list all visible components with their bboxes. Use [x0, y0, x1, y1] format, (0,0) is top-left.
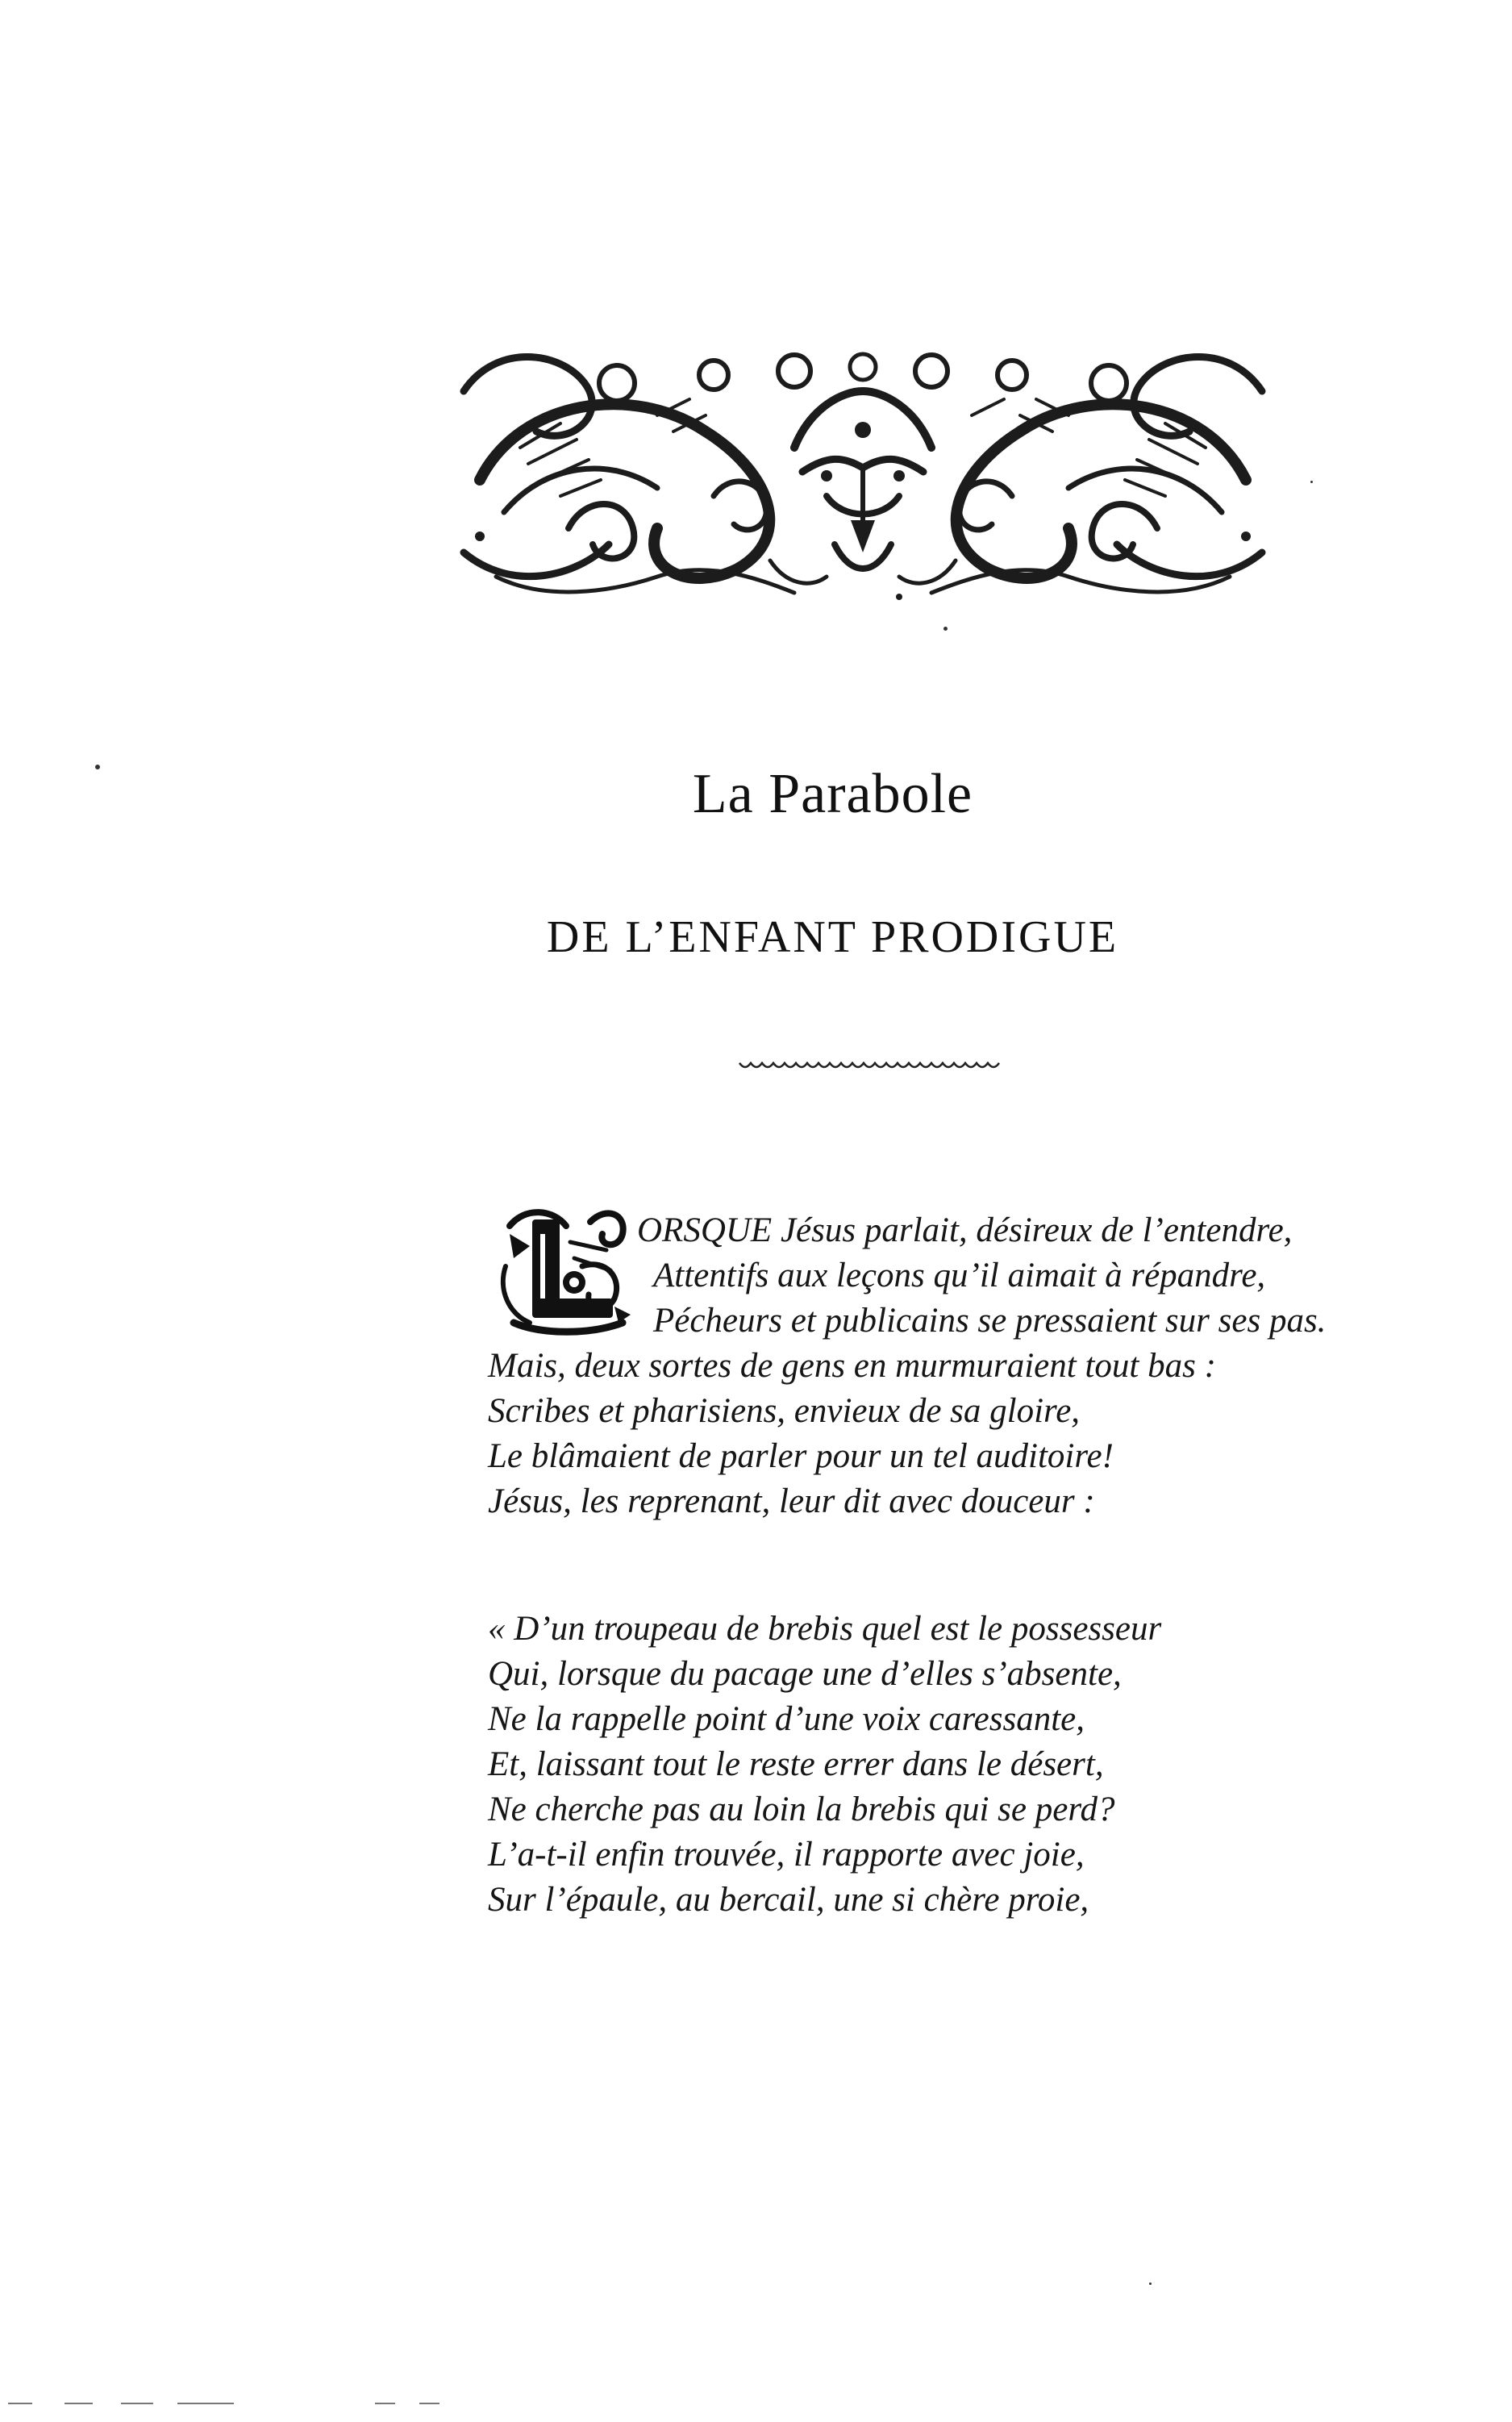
verse-line: Jésus, les reprenant, leur dit avec douceur : [488, 1482, 1095, 1520]
print-speck [95, 765, 100, 769]
verse-line: Pécheurs et publicains se pressaient sur ses pas. [653, 1302, 1327, 1340]
verse-line: Sur l’épaule, au bercail, une si chère proie, [488, 1881, 1089, 1919]
verse-line: Ne cherche pas au loin la brebis qui se perd? [488, 1790, 1115, 1828]
verse-line: Le blâmaient de parler pour un tel auditoire! [488, 1437, 1114, 1475]
verse-line: Qui, lorsque du pacage une d’elles s’absente, [488, 1655, 1122, 1693]
stanza-1-body [488, 1344, 1216, 1524]
verse-line: Et, laissant tout le reste errer dans le désert, [488, 1745, 1104, 1783]
page-title: La Parabole [692, 763, 973, 825]
stanza-2 [488, 1607, 1161, 1923]
print-speck [1149, 2282, 1152, 2285]
verse-line: Attentifs aux leçons qu’il aimait à répandre, [653, 1257, 1266, 1294]
print-speck [1310, 481, 1313, 483]
page-subtitle: DE L’ENFANT PRODIGUE [546, 912, 1119, 962]
wavy-rule [738, 1055, 1004, 1074]
dropcap-letter-l [494, 1202, 635, 1339]
verse-line: Ne la rappelle point d’une voix caressante, [488, 1700, 1085, 1738]
stanza-1-opening [637, 1208, 1326, 1344]
verse-line: L’a-t-il enfin trouvée, il rapporte avec joie, [488, 1836, 1085, 1874]
print-speck [943, 627, 948, 631]
verse-line: Scribes et pharisiens, envieux de sa gloire, [488, 1392, 1081, 1430]
verse-line: « D’un troupeau de brebis quel est le possesseur [488, 1610, 1162, 1648]
verse-line: Mais, deux sortes de gens en murmuraient tout bas : [488, 1347, 1216, 1385]
page-edge-marks [0, 2399, 484, 2407]
verse-line: ORSQUE Jésus parlait, désireux de l’entendre, [637, 1211, 1293, 1249]
ornamental-headpiece [448, 335, 1278, 601]
